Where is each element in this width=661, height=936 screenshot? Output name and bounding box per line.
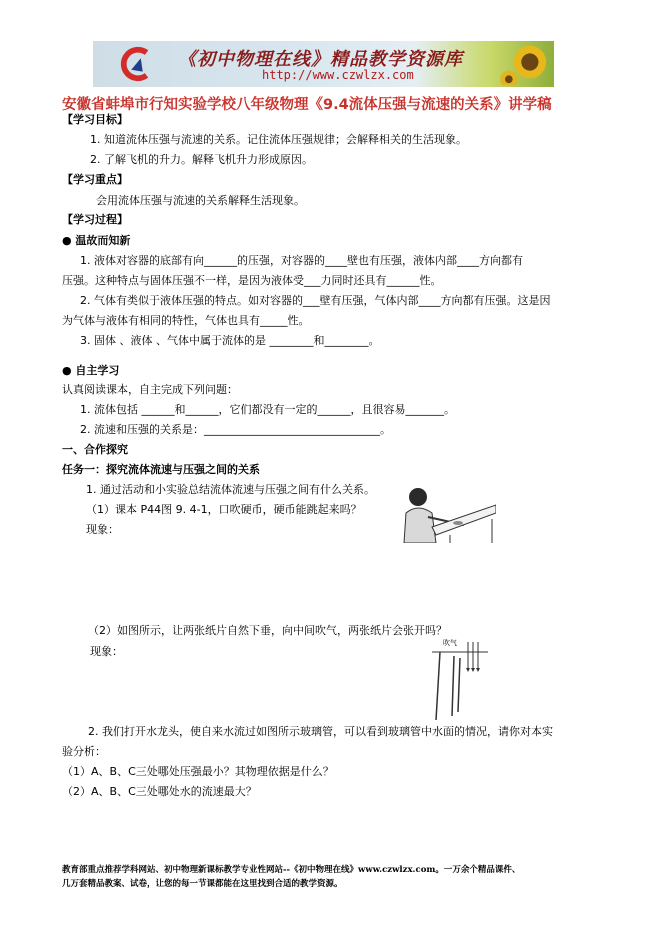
blow-air-label: 吹气	[443, 639, 457, 647]
review-item-2a: 2. 气体有类似于液体压强的特点。如对容器的___壁有压强，气体内部____方向都有压强。这是因	[80, 294, 551, 307]
review-item-2b: 为气体与液体有相同的特性，气体也具有_____性。	[62, 314, 310, 327]
paper-strips-figure	[430, 638, 490, 720]
self-study-item-2: 2. 流速和压强的关系是：________________________________。	[80, 423, 391, 436]
goals-heading: 【学习目标】	[62, 113, 128, 126]
review-item-1b: 压强。这种特点与固体压强不一样，是因为液体受___力同时还具有______性。	[62, 274, 442, 287]
logo-icon	[118, 45, 156, 83]
banner-url[interactable]: http://www.czwlzx.com	[262, 68, 414, 82]
phenomenon-2-label: 现象：	[90, 645, 123, 658]
self-study-heading: ● 自主学习	[62, 364, 120, 377]
footer-line-2: 几万套精品教案、试卷，让您的每一节课都能在这里找到合适的教学资源。	[62, 879, 343, 889]
sunflower-image	[500, 41, 554, 85]
self-study-item-1: 1. 流体包括 ______和______，它们都没有一定的______，且很容易_______。	[80, 403, 455, 416]
goal-item-2: 2. 了解飞机的升力。解释飞机升力形成原因。	[90, 153, 313, 166]
review-heading: ● 温故而知新	[62, 234, 131, 247]
page-title: 安徽省蚌埠市行知实验学校八年级物理《9.4流体压强与流速的关系》讲学稿	[62, 97, 552, 113]
footer-line-1: 教育部重点推荐学科网站、初中物理新课标教学专业性网站--《初中物理在线》www.czwlzx.com。一万余个精品课件、	[62, 865, 521, 875]
coop-item-1: 1. 通过活动和小实验总结流体流速与压强之间有什么关系。	[86, 483, 375, 496]
phenomenon-1-label: 现象：	[86, 523, 119, 536]
review-item-3: 3. 固体 、液体 、气体中属于流体的是 ________和________。	[80, 334, 380, 347]
process-heading: 【学习过程】	[62, 213, 128, 226]
coin-blowing-figure	[392, 483, 496, 543]
question-2: （2）A、B、C三处哪处水的流速最大？	[62, 785, 257, 798]
coop-item-2b: 验分析：	[62, 745, 106, 758]
goal-item-1: 1. 知道流体压强与流速的关系。记住流体压强规律；会解释相关的生活现象。	[90, 133, 467, 146]
question-1: （1）A、B、C三处哪处压强最小？其物理依据是什么？	[62, 765, 334, 778]
coop-item-2a: 2. 我们打开水龙头，使自来水流过如图所示玻璃管，可以看到玻璃管中水面的情况，请你对本实	[88, 725, 553, 738]
coop-heading: 一、合作探究	[62, 443, 128, 456]
coop-sub-1: （1）课本 P44图 9. 4-1，口吹硬币，硬币能跳起来吗？	[86, 503, 362, 516]
self-study-intro: 认真阅读课本，自主完成下列问题：	[62, 383, 238, 396]
task-1-heading: 任务一：探究流体流速与压强之间的关系	[62, 463, 260, 476]
focus-text: 会用流体压强与流速的关系解释生活现象。	[96, 194, 305, 207]
review-item-1a: 1. 液体对容器的底部有向______的压强，对容器的____壁也有压强，液体内部____方向都有	[80, 254, 523, 267]
footer	[62, 863, 520, 891]
coop-sub-2: （2）如图所示，让两张纸片自然下垂，向中间吹气，两张纸片会张开吗？	[88, 624, 447, 637]
banner-title: 《初中物理在线》精品教学资源库	[178, 49, 463, 70]
focus-heading: 【学习重点】	[62, 173, 128, 186]
